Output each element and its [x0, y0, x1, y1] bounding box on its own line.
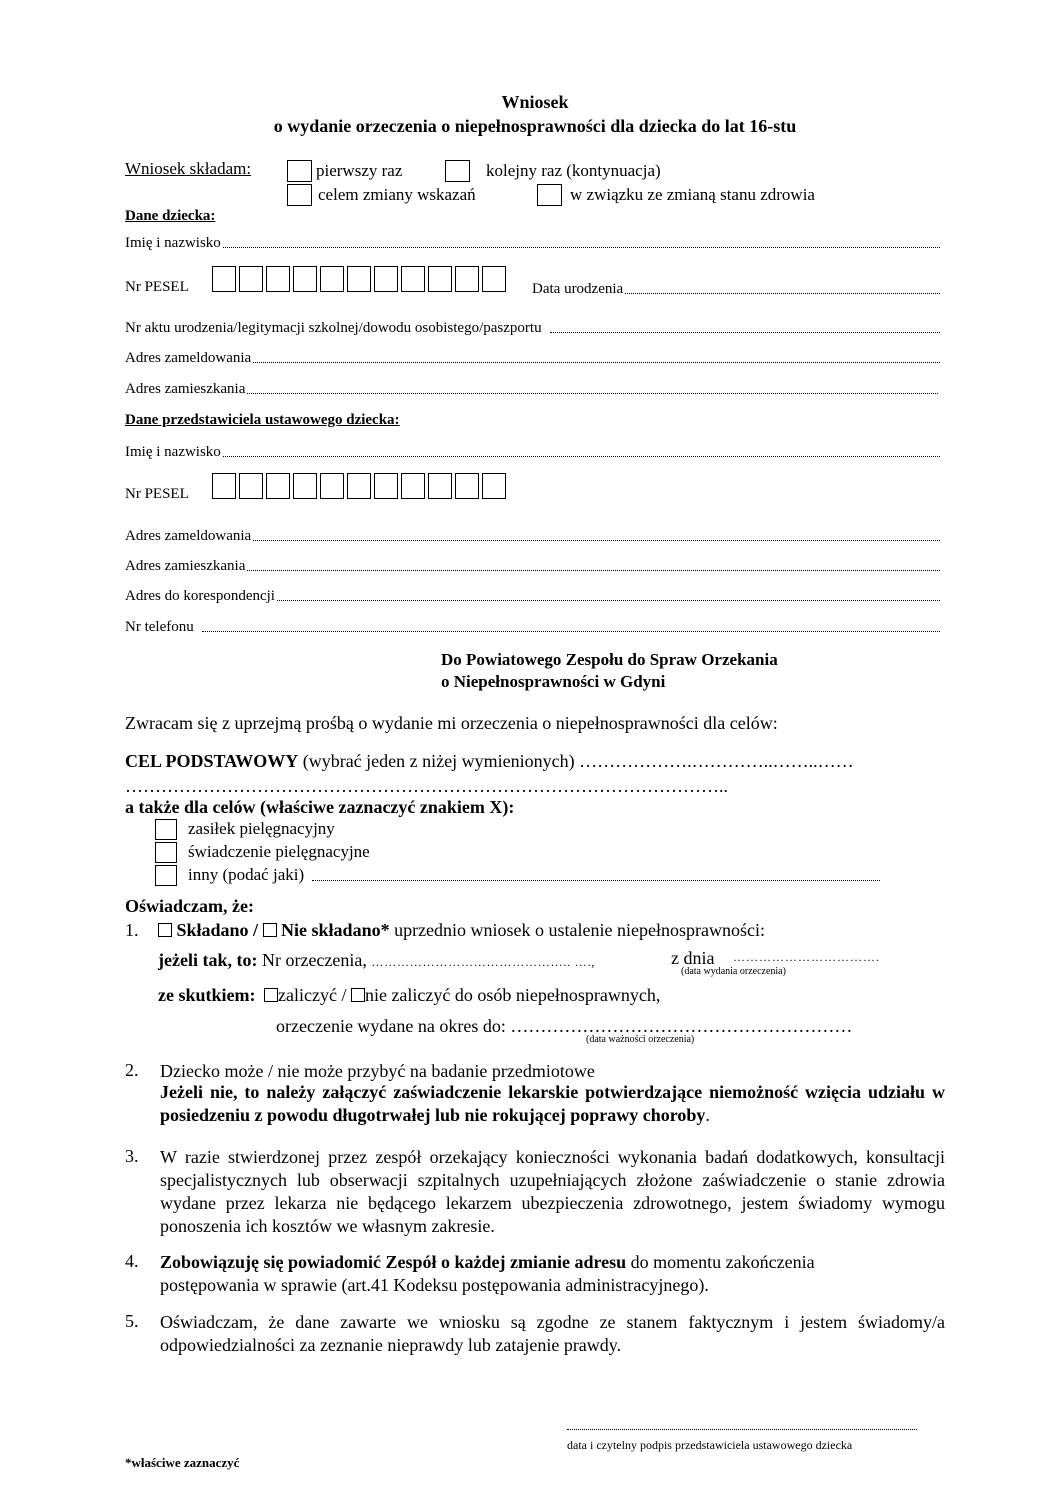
guardian-res-address-field[interactable]: Adres zamieszkania [125, 558, 940, 575]
document-subtitle: o wydanie orzeczenia o niepełnosprawności dla dziecka do lat 16-stu [273, 116, 797, 136]
checkbox-first-time[interactable] [287, 160, 312, 182]
guardian-reg-address-field[interactable]: Adres zameldowania [125, 528, 940, 545]
checkbox-change-indications[interactable] [287, 184, 312, 206]
checkbox-nursing-benefit[interactable] [155, 842, 177, 863]
s1-period-caption: (data ważności orzeczenia) [586, 1034, 695, 1045]
signature-line[interactable] [567, 1428, 917, 1430]
guardian-name-field[interactable]: Imię i nazwisko [125, 444, 940, 461]
s2-text: Dziecko może / nie może przybyć na badanie przedmiotowe [160, 1061, 595, 1081]
checkbox-not-filed[interactable] [263, 923, 277, 937]
s1-period-field[interactable]: ………………………………………………… [510, 1016, 853, 1036]
child-res-address-field[interactable]: Adres zamieszkania [125, 381, 938, 398]
child-pesel-input[interactable] [212, 266, 509, 292]
guardian-pesel-input[interactable] [212, 473, 509, 499]
option-next-time[interactable]: kolejny raz (kontynuacja) [445, 160, 661, 182]
child-dob-field[interactable]: Data urodzenia [532, 281, 940, 298]
addressee-line1: Do Powiatowego Zespołu do Spraw Orzekania [441, 650, 778, 669]
s3-text: W razie stwierdzonej przez zespół orzekający konieczności wykonania badań dodatkowych, konsultacji specjalistycznych lub obserwacji szpitalnych uzupełniających złożone zaświadczenie o stanie zdrowia wydane przez lekarza nie będącego lekarzem ubezpieczenia zdrowotnego, jestem świadomy wymogu ponoszenia ich kosztów we własnym zakresie. [160, 1147, 945, 1236]
s5-number: 5. [125, 1311, 139, 1331]
s2-bold-paragraph: Jeżeli nie, to należy załączyć zaświadczenie lekarskie potwierdzające niemożność wzięcia udziału w posiedzeniu z powodu długotrwałej lub nie rokującej poprawy choroby. [160, 1082, 945, 1125]
primary-goal-hint: (wybrać jeden z niżej wymienionych) [302, 751, 575, 771]
s3-number: 3. [125, 1146, 139, 1166]
child-heading: Dane dziecka: [125, 208, 216, 224]
guardian-pesel-label: Nr PESEL [125, 486, 189, 502]
s1-period-label: orzeczenie wydane na okres do: [276, 1016, 506, 1036]
child-document-field[interactable]: Nr aktu urodzenia/legitymacji szkolnej/dowodu osobistego/paszportu [125, 320, 940, 337]
s1-text: uprzednio wniosek o ustalenie niepełnosprawności: [394, 920, 765, 940]
s1-date-field[interactable]: ……………………………. [733, 950, 880, 964]
addressee-line2: o Niepełnosprawności w Gdyni [441, 672, 666, 691]
s1-number: 1. [125, 920, 139, 940]
s1-date-caption: (data wydania orzeczenia) [681, 966, 786, 977]
declare-heading: Oświadczam, że: [125, 896, 254, 916]
guardian-corr-address-field[interactable]: Adres do korespondencji [125, 588, 940, 605]
s1-line [158, 920, 765, 941]
request-text: Zwracam się z uprzejmą prośbą o wydanie mi orzeczenia o niepełnosprawności dla celów: [125, 713, 778, 733]
s1-not-count-label: nie zaliczyć do osób niepełnosprawnych, [364, 985, 661, 1005]
option-health-change[interactable]: w związku ze zmianą stanu zdrowia [537, 184, 815, 206]
s5-text: Oświadczam, że dane zawarte we wniosku są zgodne ze stanem faktycznym i jestem świadomy/a odpowiedzialności za zeznanie nieprawdy lub zatajenie prawdy. [160, 1312, 945, 1355]
s1-date-label: z dnia [671, 948, 715, 968]
s1-if-yes-label: jeżeli tak, to: [158, 950, 258, 970]
option-change-indications[interactable]: celem zmiany wskazań [287, 184, 476, 206]
child-reg-address-field[interactable]: Adres zameldowania [125, 350, 940, 367]
checkbox-filed[interactable] [158, 923, 172, 937]
guardian-phone-field[interactable]: Nr telefonu [125, 619, 940, 636]
s4-number: 4. [125, 1251, 139, 1271]
checkbox-nursing-allowance[interactable] [155, 819, 177, 840]
s1-effect-line [158, 985, 660, 1006]
option-first-time[interactable]: pierwszy raz [287, 160, 402, 182]
child-pesel-label: Nr PESEL [125, 279, 189, 295]
goal-nursing-benefit: świadczenie pielęgnacyjne [188, 842, 370, 861]
goal-nursing-allowance: zasiłek pielęgnacyjny [188, 819, 335, 838]
primary-goal-line[interactable] [125, 751, 854, 772]
primary-goal-dots: ……………….…………..……..…… [579, 751, 854, 771]
s1-count-label: zaliczyć / [278, 985, 347, 1005]
checkbox-count[interactable] [264, 988, 278, 1002]
footnote: *właściwe zaznaczyć [125, 1455, 240, 1470]
s1-effect-label: ze skutkiem: [158, 985, 256, 1005]
primary-goal-dots-line2[interactable]: ……………………………………………………………………………………….. [125, 776, 728, 796]
s1-if-yes-line [158, 950, 595, 971]
signature-caption: data i czytelny podpis przedstawiciela ustawowego dziecka [567, 1438, 853, 1452]
checkbox-next-time[interactable] [445, 160, 470, 182]
goal-other-field[interactable]: inny (podać jaki) [188, 865, 880, 885]
submit-label: Wniosek składam: [125, 159, 252, 178]
checkbox-health-change[interactable] [537, 184, 562, 206]
s1-filed-label: Składano / [176, 920, 259, 940]
s1-period-line [276, 1016, 852, 1037]
guardian-heading: Dane przedstawiciela ustawowego dziecka: [125, 412, 400, 428]
s4-text: Zobowiązuję się powiadomić Zespół o każdej zmianie adresu do momentu zakończenia postępowania w sprawie (art.41 Kodeksu postępowania administracyjnego). [160, 1252, 815, 1295]
primary-goal-label: CEL PODSTAWOWY [125, 751, 299, 771]
child-name-field[interactable]: Imię i nazwisko [125, 235, 940, 252]
s1-nr-label: Nr orzeczenia, [261, 950, 367, 970]
checkbox-not-count[interactable] [351, 988, 365, 1002]
s1-not-filed-label: Nie składano* [281, 920, 390, 940]
other-goals-checkboxes [155, 819, 177, 888]
checkbox-other-goal[interactable] [155, 865, 177, 886]
s2-number: 2. [125, 1060, 139, 1080]
other-goals-heading: a także dla celów (właściwe zaznaczyć znakiem X): [125, 797, 515, 817]
s1-nr-field[interactable]: ……………………………………….. …., [371, 955, 596, 969]
document-title: Wniosek [501, 92, 569, 112]
